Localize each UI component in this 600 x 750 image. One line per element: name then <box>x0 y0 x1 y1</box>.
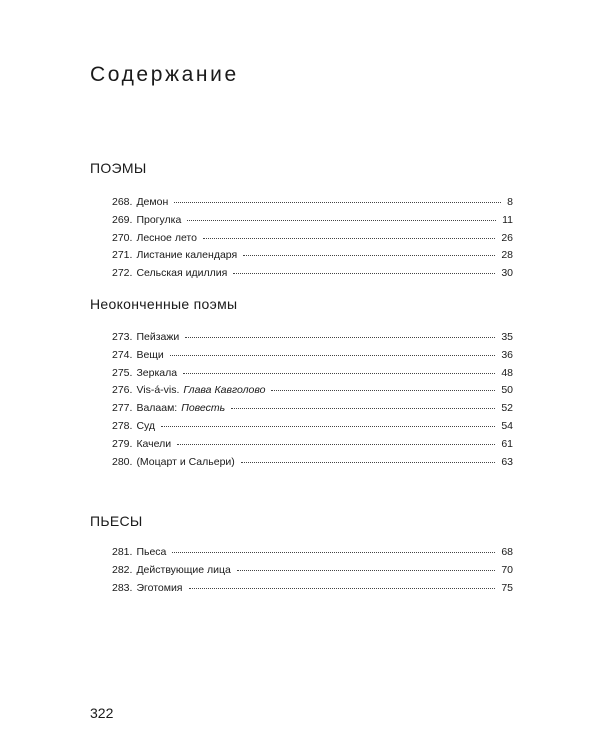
dot-leader <box>161 426 495 427</box>
section-heading-poems: ПОЭМЫ <box>90 160 147 176</box>
toc-entry[interactable] <box>112 564 513 582</box>
entry-title: Vis-á-vis. <box>136 384 180 397</box>
entry-page: 68 <box>501 546 513 558</box>
entry-title: Пьеса <box>136 546 167 558</box>
entry-number: 271. <box>112 249 133 262</box>
toc-entry[interactable] <box>112 214 513 232</box>
entry-title: Качели <box>136 437 172 450</box>
toc-entry[interactable] <box>112 456 513 474</box>
entry-number: 277. <box>112 402 133 415</box>
toc-entry[interactable] <box>112 249 513 267</box>
entry-number: 279. <box>112 437 133 450</box>
entry-title: Суд <box>136 419 156 432</box>
toc-entry[interactable] <box>112 384 513 402</box>
entry-page: 52 <box>501 402 513 415</box>
dot-leader <box>241 462 496 463</box>
entry-number: 274. <box>112 348 133 361</box>
dot-leader <box>174 202 501 203</box>
entry-page: 30 <box>501 267 513 280</box>
dot-leader <box>172 552 495 553</box>
toc-list-poems <box>112 196 513 285</box>
entry-page: 70 <box>501 563 513 576</box>
toc-entry[interactable] <box>112 232 513 250</box>
entry-number: 281. <box>112 546 133 558</box>
toc-entry[interactable] <box>112 582 513 600</box>
entry-title: Эготомия <box>136 581 183 594</box>
entry-number: 278. <box>112 419 133 432</box>
entry-page: 48 <box>501 366 513 379</box>
dot-leader <box>185 337 495 338</box>
toc-list-unfinished-poems <box>112 331 513 473</box>
dot-leader <box>189 588 496 589</box>
entry-subtitle: Глава Кавголово <box>183 384 266 397</box>
dot-leader <box>237 570 495 571</box>
entry-number: 280. <box>112 455 133 468</box>
entry-page: 8 <box>507 196 513 208</box>
toc-entry[interactable] <box>112 267 513 285</box>
entry-number: 272. <box>112 267 133 280</box>
toc-list-plays <box>112 546 513 599</box>
entry-title: Лесное лето <box>136 231 197 244</box>
entry-number: 276. <box>112 384 133 397</box>
entry-page: 75 <box>501 581 513 594</box>
entry-number: 270. <box>112 231 133 244</box>
entry-title: Валаам: <box>136 402 178 415</box>
toc-entry[interactable] <box>112 402 513 420</box>
entry-number: 283. <box>112 581 133 594</box>
entry-title: Прогулка <box>136 213 182 226</box>
entry-page: 36 <box>501 348 513 361</box>
entry-title: (Моцарт и Сальери) <box>136 455 235 468</box>
entry-number: 282. <box>112 563 133 576</box>
toc-entry[interactable] <box>112 196 513 214</box>
entry-title: Листание календаря <box>136 249 238 262</box>
toc-entry[interactable] <box>112 438 513 456</box>
dot-leader <box>233 273 495 274</box>
dot-leader <box>187 220 496 221</box>
entry-title: Демон <box>136 196 169 208</box>
entry-title: Сельская идиллия <box>136 267 228 280</box>
entry-page: 28 <box>501 249 513 262</box>
entry-page: 54 <box>501 419 513 432</box>
entry-page: 61 <box>501 437 513 450</box>
dot-leader <box>231 408 495 409</box>
dot-leader <box>177 444 495 445</box>
entry-number: 268. <box>112 196 133 208</box>
section-heading-plays: ПЬЕСЫ <box>90 513 143 529</box>
section-heading-unfinished-poems: Неоконченные поэмы <box>90 296 238 312</box>
dot-leader <box>203 238 495 239</box>
toc-entry[interactable] <box>112 367 513 385</box>
entry-number: 275. <box>112 366 133 379</box>
page-title: Содержание <box>90 63 239 86</box>
entry-title: Зеркала <box>136 366 178 379</box>
entry-page: 35 <box>501 331 513 343</box>
entry-page: 50 <box>501 384 513 397</box>
dot-leader <box>183 373 495 374</box>
dot-leader <box>243 255 495 256</box>
toc-entry[interactable] <box>112 349 513 367</box>
entry-title: Пейзажи <box>136 331 180 343</box>
toc-entry[interactable] <box>112 546 513 564</box>
entry-subtitle: Повесть <box>181 402 226 415</box>
toc-entry[interactable] <box>112 420 513 438</box>
toc-entry[interactable] <box>112 331 513 349</box>
entry-page: 26 <box>501 231 513 244</box>
dot-leader <box>271 390 495 391</box>
entry-title: Вещи <box>136 348 164 361</box>
entry-page: 63 <box>501 455 513 468</box>
dot-leader <box>170 355 496 356</box>
entry-page: 11 <box>502 213 513 226</box>
entry-number: 273. <box>112 331 133 343</box>
entry-title: Действующие лица <box>136 563 231 576</box>
entry-number: 269. <box>112 213 133 226</box>
page-number: 322 <box>90 705 114 721</box>
